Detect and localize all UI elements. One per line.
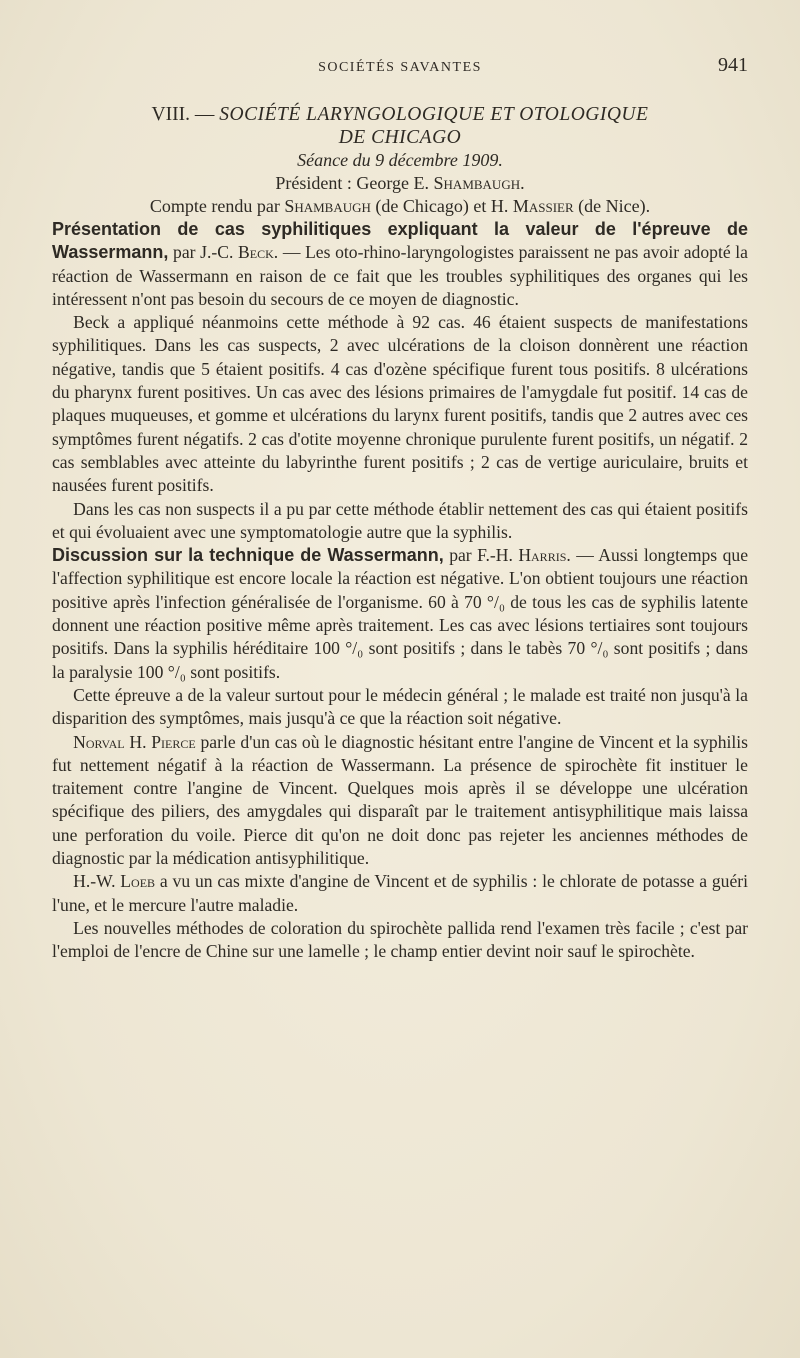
author-pierce: Norval H. Pierce <box>73 731 196 752</box>
author-prefix-beck: par J.-C. <box>168 242 239 263</box>
president-end: . <box>520 173 525 193</box>
paragraph-loeb <box>52 870 748 917</box>
paragraph-non-suspect: Dans les cas non suspects il a pu par cette méthode établir nettement des cas qui étaient positifs et qui évoluaient avec une symptomatologie autre que la syphilis. <box>52 498 748 542</box>
paragraph-value: Cette épreuve a de la valeur surtout pour le médecin général ; le malade est traité non jusqu'à la disparition des symptômes, mais jusqu'à ce que la réaction soit négative. <box>52 684 748 729</box>
session-date: Séance du 9 décembre 1909. <box>297 150 503 170</box>
report-label: Compte rendu par <box>149 196 285 216</box>
paragraph-pierce <box>52 731 748 871</box>
author-loeb: Loeb <box>120 871 156 892</box>
paragraph-beck-cases: Beck a appliqué néanmoins cette méthode à 92 cas. 46 étaient suspects de manifestations syphilitiques. Dans les cas suspects, 2 avec ulcérations de la cloison donnèrent une réaction négative, tandis que 5 étaient positifs. 4 cas d'ozène spécifique furent tous positifs. 8 ulcérations du pharynx furent positives. Un cas avec des lésions primaires de l'amygdale fut positif. 14 cas de plaques muqueuses, et gomme et ulcérations du larynx furent positifs, tandis que 2 autres avec ces symptômes furent négatifs. 2 cas d'otite moyenne chronique purulente furent positifs, un négatif. 2 cas semblables avec atteinte du labyrinthe furent positifs ; 2 cas de vertige auriculaire, bruits et nausées furent positifs. <box>52 312 748 496</box>
paragraph-coloration: Les nouvelles méthodes de coloration du spirochète pallida rend l'examen très facile ; c'est par l'emploi de l'encre de Chine sur une lamelle ; le champ entier devint noir sauf le spirochète. <box>52 917 748 962</box>
society-title <box>52 103 748 149</box>
paragraph-loeb-text: a vu un cas mixte d'angine de Vincent et de syphilis : le chlorate de potasse a guéri l'une, et le mercure l'autre maladie. <box>52 871 749 915</box>
section-harris <box>52 544 748 684</box>
running-head: SOCIÉTÉS SAVANTES <box>318 60 482 75</box>
author-beck: Beck <box>238 242 274 263</box>
paragraph-pierce-text: parle d'un cas où le diagnostic hésitant entre l'angine de Vincent et la syphilis fut nettement négatif à la réaction de Wassermann. La présence de spirochète fit instituer le traitement contre l'angine de Vincent. Quelques mois après il se développe une ulcération spécifique des piliers, des amygdales qui disparaît par le traitement antisyphilitique mais laissa une perforation du voile. Pierce dit qu'on ne doit donc pas rejeter les anciennes méthodes de diagnostic par la médication antisyphilitique. <box>52 731 749 869</box>
reporter-name-2: Massier <box>512 196 574 216</box>
section-beck <box>52 218 748 311</box>
president-line <box>52 172 748 195</box>
article-body <box>52 103 748 964</box>
loeb-prefix: H.-W. <box>73 871 121 892</box>
author-prefix-harris: par F.-H. <box>443 545 519 566</box>
section-text-harris: . — Aussi longtemps que l'affection syphilitique est encore locale la réaction est négative. L'on obtient toujours une réaction positive après l'infection généralisée de l'organisme. 60 à 70 °/₀ de tous les cas de syphilis latente donnent une réaction positive même après traitement. Les cas avec lésions tertiaires sont toujours positifs. Dans la syphilis héréditaire 100 °/₀ sont positifs ; dans le tabès 70 °/₀ sont positifs ; dans la paralysie 100 °/₀ sont positifs. <box>52 545 749 682</box>
title-line-1: SOCIÉTÉ LARYNGOLOGIQUE ET OTOLOGIQUE <box>219 104 649 125</box>
section-text-beck: . — Les oto-rhino-laryngologistes paraissent ne pas avoir adopté la réaction de Wassermann en raison de ce fait que les troubles syphilitiques des organes qui les intéressent n'ont pas besoin du secours de ce moyen de diagnostic. <box>52 242 748 309</box>
page-number: 941 <box>718 54 748 76</box>
author-harris: Harris <box>518 545 567 566</box>
president-label: Président : George E. <box>275 173 434 193</box>
report-end: (de Nice). <box>573 196 651 216</box>
title-line-2: DE CHICAGO <box>338 127 462 148</box>
reporter-name-1: Shambaugh <box>284 196 371 216</box>
section-heading-harris: Discussion sur la technique de Wassermann, <box>52 545 444 566</box>
section-heading-beck: Présentation de cas syphilitiques expliquant la valeur de l'épreuve de Wassermann, <box>52 219 748 263</box>
title-prefix: VIII. — <box>151 104 220 125</box>
page-header <box>52 54 748 90</box>
report-line <box>52 195 748 218</box>
president-name: Shambaugh <box>433 173 521 193</box>
report-mid: (de Chicago) et H. <box>370 196 513 216</box>
